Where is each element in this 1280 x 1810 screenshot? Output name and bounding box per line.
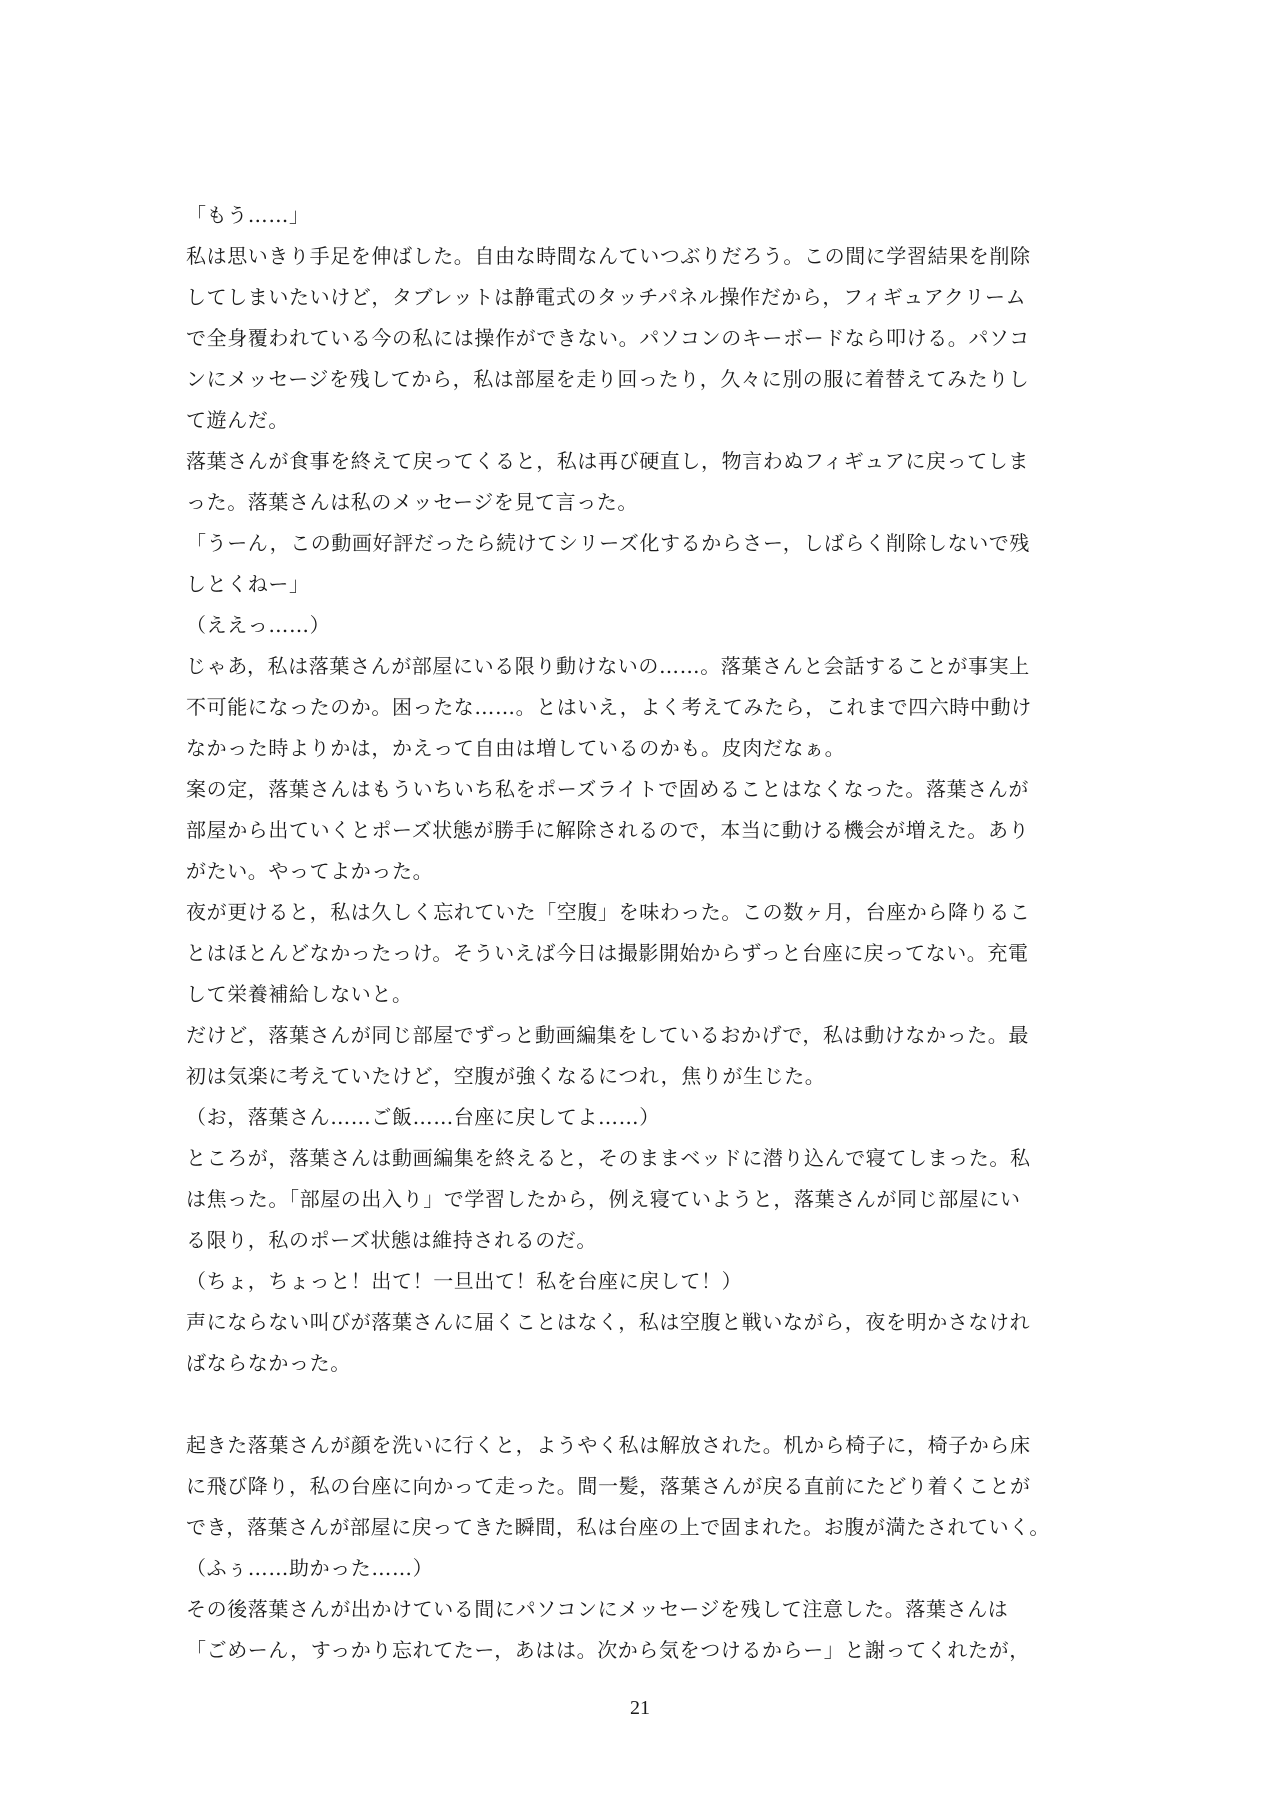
text-line: て遊んだ。 <box>186 408 289 432</box>
text-line: じゃあ，私は落葉さんが部屋にいる限り動けないの……。落葉さんと会話することが事実上 <box>186 654 1030 678</box>
page-number: 21 <box>630 1697 650 1719</box>
paragraph-gap <box>186 1384 1096 1425</box>
text-line: 部屋から出ていくとポーズ状態が勝手に解除されるので，本当に動ける機会が増えた。あり <box>186 818 1030 842</box>
text-line: （ふぅ……助かった……） <box>186 1556 434 1580</box>
text-line: 起きた落葉さんが顔を洗いに行くと，ようやく私は解放された。机から椅子に，椅子から床 <box>186 1433 1031 1457</box>
text-line: なかった時よりかは，かえって自由は増しているのかも。皮肉だなぁ。 <box>186 736 846 760</box>
text-line: 声にならない叫びが落葉さんに届くことはなく，私は空腹と戦いながら，夜を明かさなけれ <box>186 1310 1031 1334</box>
text-line: 「もう……」 <box>186 203 310 227</box>
text-line: だけど，落葉さんが同じ部屋でずっと動画編集をしているおかげで，私は動けなかった。最 <box>186 1023 1029 1047</box>
text-line: ンにメッセージを残してから，私は部屋を走り回ったり，久々に別の服に着替えてみたりし <box>186 367 1030 391</box>
text-line: その後落葉さんが出かけている間にパソコンにメッセージを残して注意した。落葉さんは <box>186 1597 1009 1621</box>
text-line: して栄養補給しないと。 <box>186 982 413 1006</box>
text-line: でき，落葉さんが部屋に戻ってきた瞬間，私は台座の上で固まれた。お腹が満たされていく。 <box>186 1515 1050 1539</box>
text-line: る限り，私のポーズ状態は維持されるのだ。 <box>186 1228 597 1252</box>
text-line: （ええっ……） <box>186 613 331 637</box>
text-line: は焦った。「部屋の出入り」で学習したから，例え寝ていようと，落葉さんが同じ部屋にい <box>186 1187 1021 1211</box>
text-line: （ちょ，ちょっと！出て！一旦出て！私を台座に戻して！） <box>186 1269 743 1293</box>
text-line: 私は思いきり手足を伸ばした。自由な時間なんていつぶりだろう。この間に学習結果を削除 <box>186 244 1031 268</box>
text-line: で全身覆われている今の私には操作ができない。パソコンのキーボードなら叩ける。パソコ <box>186 326 1030 350</box>
text-line: った。落葉さんは私のメッセージを見て言った。 <box>186 490 638 514</box>
text-line: 「うーん，この動画好評だったら続けてシリーズ化するからさー，しばらく削除しないで残 <box>186 531 1030 555</box>
text-line: ばならなかった。 <box>186 1351 351 1375</box>
text-line: 案の定，落葉さんはもういちいち私をポーズライトで固めることはなくなった。落葉さんが <box>186 777 1029 801</box>
text-line: に飛び降り，私の台座に向かって走った。間一髪，落葉さんが戻る直前にたどり着くことが <box>186 1474 1031 1498</box>
text-line: してしまいたいけど，タブレットは静電式のタッチパネル操作だから，フィギュアクリーム <box>186 285 1027 309</box>
text-line: 不可能になったのか。困ったな……。とはいえ，よく考えてみたら，これまで四六時中動け <box>186 695 1032 719</box>
text-line: とはほとんどなかったっけ。そういえば今日は撮影開始からずっと台座に戻ってない。充電 <box>186 941 1029 965</box>
text-line: 夜が更けると，私は久しく忘れていた「空腹」を味わった。この数ヶ月，台座から降りるこ <box>186 900 1031 924</box>
text-line: がたい。やってよかった。 <box>186 859 434 883</box>
body-text <box>186 195 1096 1671</box>
text-line: 初は気楽に考えていたけど，空腹が強くなるにつれ，焦りが生じた。 <box>186 1064 826 1088</box>
text-line: 「ごめーん，すっかり忘れてたー，あはは。次から気をつけるからー」と謝ってくれたが， <box>186 1638 1030 1662</box>
text-line: しとくねー」 <box>186 572 310 596</box>
text-line: ところが，落葉さんは動画編集を終えると，そのままベッドに潜り込んで寝てしまった。私 <box>186 1146 1031 1170</box>
text-line: 落葉さんが食事を終えて戻ってくると，私は再び硬直し，物言わぬフィギュアに戻ってしま <box>186 449 1029 473</box>
text-line: （お，落葉さん……ご飯……台座に戻してよ……） <box>186 1105 660 1129</box>
